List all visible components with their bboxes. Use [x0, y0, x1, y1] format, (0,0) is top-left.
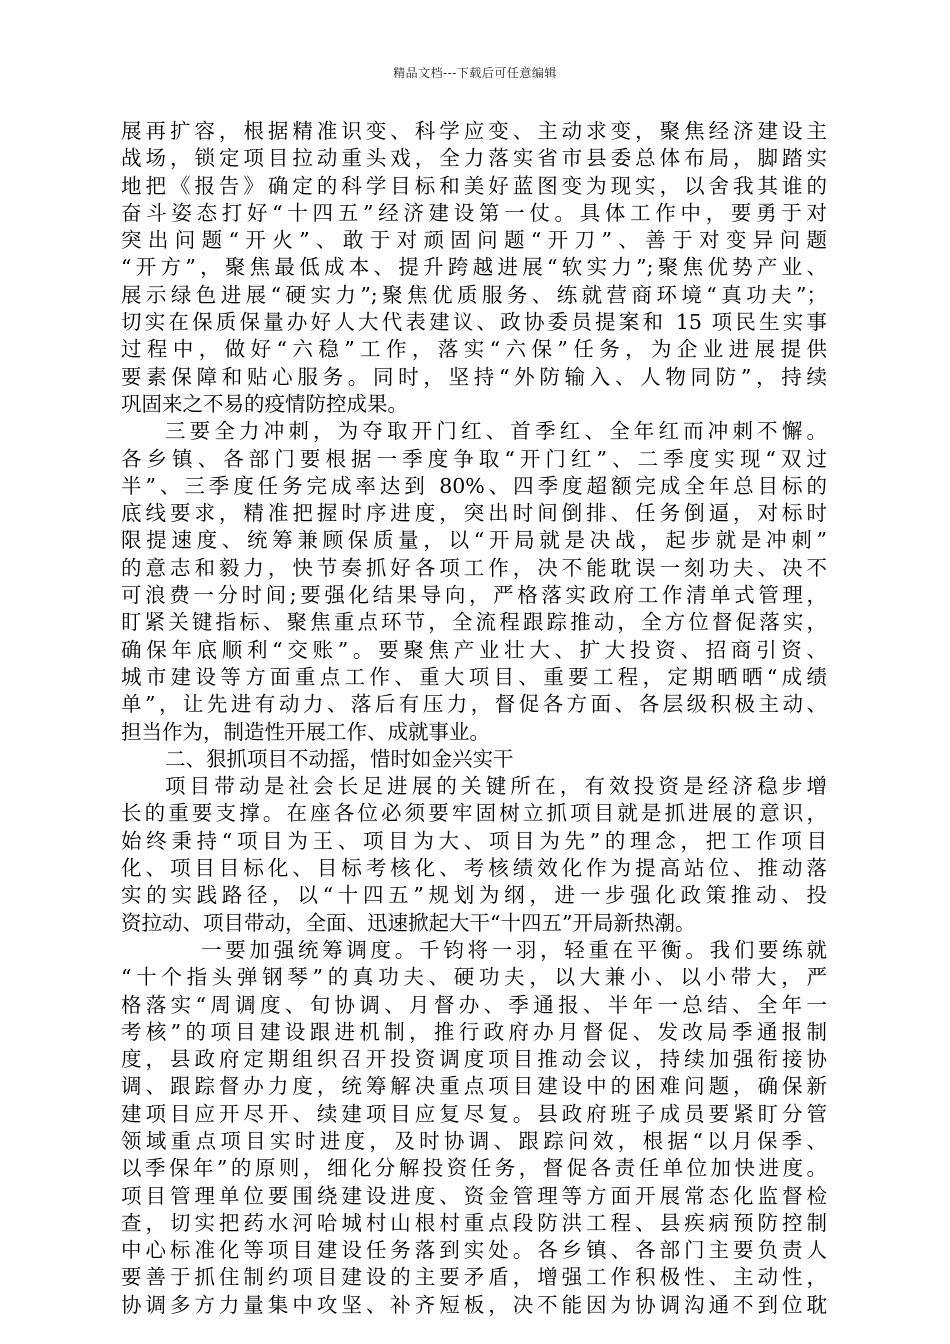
text-line: 确保年底顺利“交账”。要聚焦产业壮大、扩大投资、招商引资、 [121, 637, 827, 662]
text-line: 始终秉持“项目为王、项目为大、项目为先”的理念，把工作项目 [121, 828, 827, 853]
text-line: 查，切实把药水河哈城村山根村重点段防洪工程、县疾病预防控制 [121, 1210, 827, 1235]
text-line: 实的实践路径，以“十四五”规划为纲，进一步强化政策推动、投 [121, 883, 827, 908]
text-line: 的意志和毅力，快节奏抓好各项工作，决不能耽误一刻功夫、决不 [121, 555, 827, 580]
text-line: 半”、三季度任务完成率达到 80%、四季度超额完成全年总目标的 [121, 473, 827, 498]
text-line: 城市建设等方面重点工作、重大项目、重要工程，定期晒晒“成绩 [121, 664, 827, 689]
text-line: 地把《报告》确定的科学目标和美好蓝图变为现实，以舍我其谁的 [121, 173, 827, 198]
section-heading: 二、狠抓项目不动摇，惜时如金兴实干 [165, 746, 514, 771]
paragraph-first-line: 项目带动是社会长足进展的关键所在，有效投资是经济稳步增 [165, 774, 827, 799]
text-line: 盯紧关键指标、聚焦重点环节，全流程跟踪推动，全方位督促落实， [121, 610, 827, 635]
text-line: 项目管理单位要围绕建设进度、资金管理等方面开展常态化监督检 [121, 1183, 827, 1208]
text-line: 单”，让先进有动力、落后有压力，督促各方面、各层级积极主动、 [121, 692, 827, 717]
text-line: 巩固来之不易的疫情防控成果。 [121, 391, 408, 416]
text-line: 要素保障和贴心服务。同时，坚持“外防输入、人物同防”，持续 [121, 364, 827, 389]
text-line: 度，县政府定期组织召开投资调度项目推动会议，持续加强衔接协 [121, 1047, 827, 1072]
text-line: 突出问题“开火”、敢于对顽固问题“开刀”、善于对变异问题 [121, 228, 827, 253]
page-header: 精品文档---下载后可任意编辑 [393, 66, 557, 80]
text-line: 切实在保质保量办好人大代表建议、政协委员提案和 15 项民生实事 [121, 310, 827, 335]
document-body [121, 118, 827, 1319]
text-line: 底线要求，精准把握时序进度，突出时间倒排、任务倒逼，对标时 [121, 501, 827, 526]
text-line: 限提速度、统筹兼顾保质量，以“开局就是决战，起步就是冲刺” [121, 528, 827, 553]
text-line: 担当作为，制造性开展工作、成就事业。 [121, 719, 490, 744]
text-line: 奋斗姿态打好“十四五”经济建设第一仗。具体工作中，要勇于对 [121, 200, 827, 225]
text-line: 化、项目目标化、目标考核化、考核绩效化作为提高站位、推动落 [121, 856, 827, 881]
text-line: 可浪费一分时间;要强化结果导向，严格落实政府工作清单式管理， [121, 583, 827, 608]
paragraph-first-line: 三要全力冲刺，为夺取开门红、首季红、全年红而冲刺不懈。 [165, 419, 827, 444]
text-line: 中心标准化等项目建设任务落到实处。各乡镇、各部门主要负责人 [121, 1238, 827, 1263]
text-line: 协调多方力量集中攻坚、补齐短板，决不能因为协调沟通不到位耽 [121, 1292, 827, 1317]
text-line: 要善于抓住制约项目建设的主要矛盾，增强工作积极性、主动性， [121, 1265, 827, 1290]
text-line: 考核”的项目建设跟进机制，推行政府办月督促、发改局季通报制 [121, 1019, 827, 1044]
text-line: 展示绿色进展“硬实力”;聚焦优质服务、练就营商环境“真功夫”； [121, 282, 827, 307]
text-line: 长的重要支撑。在座各位必须要牢固树立抓项目就是抓进展的意识， [121, 801, 827, 826]
text-line: “开方”，聚焦最低成本、提升跨越进展“软实力”;聚焦优势产业、 [121, 255, 827, 280]
text-line: 各乡镇、各部门要根据一季度争取“开门红”、二季度实现“双过 [121, 446, 827, 471]
text-line: 过程中，做好“六稳”工作，落实“六保”任务，为企业进展提供 [121, 337, 827, 362]
text-line: 资拉动、项目带动，全面、迅速掀起大干“十四五”开局新热潮。 [121, 910, 696, 935]
text-line: 战场，锁定项目拉动重头戏，全力落实省市县委总体布局，脚踏实 [121, 146, 827, 171]
text-line: “十个指头弹钢琴”的真功夫、硬功夫，以大兼小、以小带大，严 [121, 965, 827, 990]
text-line: 展再扩容，根据精准识变、科学应变、主动求变，聚焦经济建设主 [121, 119, 827, 143]
text-line: 以季保年”的原则，细化分解投资任务，督促各责任单位加快进度。 [121, 1156, 827, 1181]
text-line: 领域重点项目实时进度，及时协调、跟踪问效，根据“以月保季、 [121, 1128, 827, 1153]
paragraph-first-line: 一要加强统筹调度。千钧将一羽，轻重在平衡。我们要练就 [201, 937, 827, 962]
text-line: 建项目应开尽开、续建项目应复尽复。县政府班子成员要紧盯分管 [121, 1101, 827, 1126]
text-line: 调、跟踪督办力度，统筹解决重点项目建设中的困难问题，确保新 [121, 1074, 827, 1099]
text-line: 格落实“周调度、旬协调、月督办、季通报、半年一总结、全年一 [121, 992, 827, 1017]
